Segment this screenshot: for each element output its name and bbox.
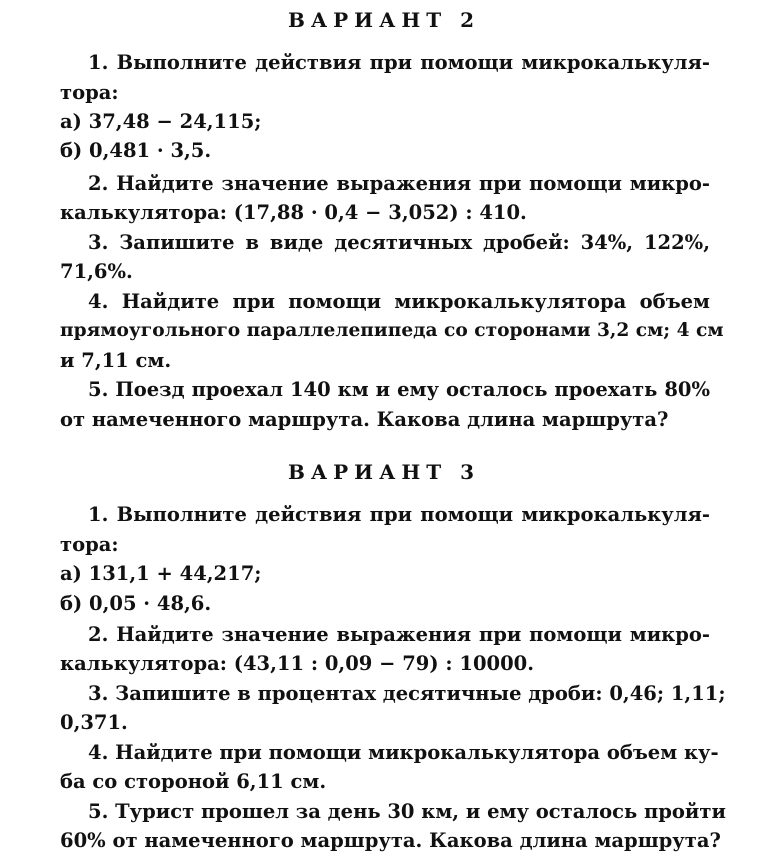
variant-3-task-4-line-2: ба со стороной 6,11 см.: [60, 770, 327, 793]
variant-3-task-1-line-1: 1. Выполните действия при помощи микрокалькуля-: [88, 503, 710, 526]
variant-3-task-1-line-2: тора:: [60, 533, 119, 556]
variant-2-task-5-line-2: от намеченного маршрута. Какова длина маршрута?: [60, 408, 669, 431]
variant-3-task-1a: а) 131,1 + 44,217;: [60, 562, 262, 585]
variant-2-task-1a: а) 37,48 − 24,115;: [60, 110, 262, 133]
variant-2-task-3-line-2: 71,6%.: [60, 260, 133, 283]
variant-3-task-2-line-2: калькулятора: (43,11 : 0,09 − 79) : 10000.: [60, 652, 535, 675]
variant-2-task-5-line-1: 5. Поезд проехал 140 км и ему осталось проехать 80%: [88, 378, 710, 401]
variant-2-task-4-line-2: прямоугольного параллелепипеда со сторонами 3,2 см; 4 см: [60, 320, 724, 341]
variant-2-task-1b: б) 0,481 · 3,5.: [60, 139, 212, 162]
variant-3-task-3-line-2: 0,371.: [60, 711, 128, 734]
variant-2-task-2-line-2: калькулятора: (17,88 · 0,4 − 3,052) : 410.: [60, 201, 527, 224]
variant-3-task-1b: б) 0,05 · 48,6.: [60, 592, 212, 615]
variant-2-task-4-line-1: 4. Найдите при помощи микрокалькулятора объем: [88, 290, 710, 313]
variant-3-title: ВАРИАНТ 3: [287, 460, 481, 484]
variant-2-task-4-line-3: и 7,11 см.: [60, 349, 172, 372]
variant-3-task-5-line-1: 5. Турист прошел за день 30 км, и ему осталось пройти: [88, 800, 726, 823]
variant-2-task-3-line-1: 3. Запишите в виде десятичных дробей: 34%, 122%,: [88, 231, 710, 254]
variant-2-task-1-line-1: 1. Выполните действия при помощи микрокалькуля-: [88, 51, 710, 74]
variant-2-task-2-line-1: 2. Найдите значение выражения при помощи микро-: [88, 172, 710, 195]
variant-3-task-4-line-1: 4. Найдите при помощи микрокалькулятора объем ку-: [88, 741, 719, 764]
variant-3-task-3-line-1: 3. Запишите в процентах десятичные дроби: 0,46; 1,11;: [88, 682, 726, 705]
variant-3-task-5-line-2: 60% от намеченного маршрута. Какова длина маршрута?: [60, 829, 721, 852]
variant-2-title: ВАРИАНТ 2: [287, 8, 481, 32]
variant-3-task-2-line-1: 2. Найдите значение выражения при помощи микро-: [88, 623, 710, 646]
variant-2-task-1-line-2: тора:: [60, 81, 119, 104]
